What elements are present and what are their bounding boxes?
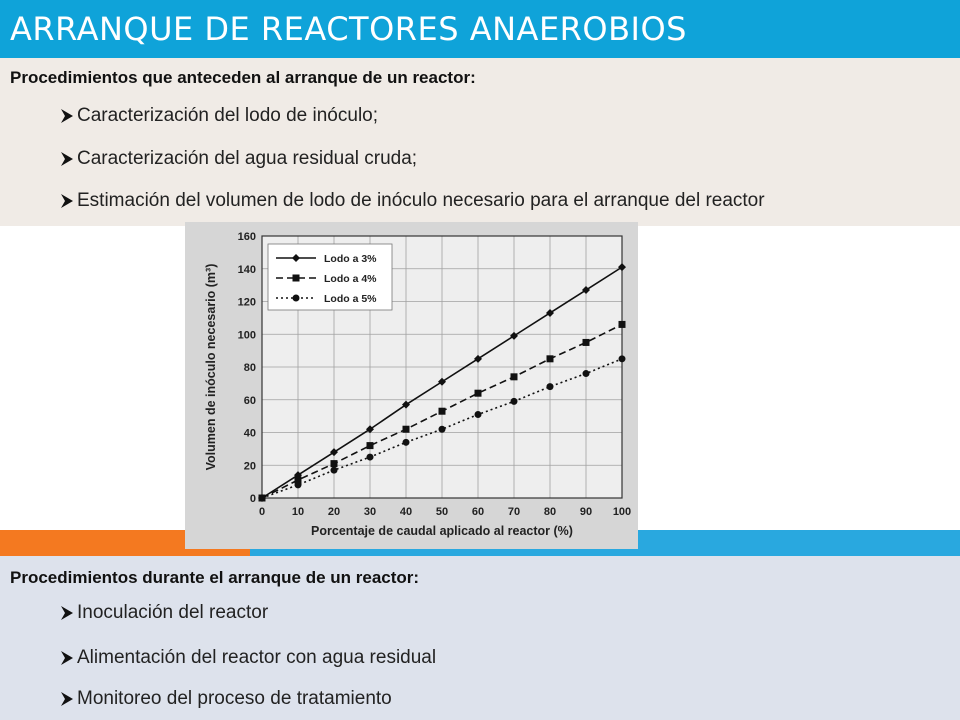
- title-bar: [0, 0, 960, 58]
- data-point-marker: [403, 439, 410, 446]
- legend-entry-label: Lodo a 4%: [324, 273, 377, 285]
- bullet-label: Caracterización del lodo de inóculo;: [77, 105, 379, 126]
- x-tick-label: 0: [258, 506, 266, 518]
- data-point-marker: [367, 442, 374, 449]
- bullet-item: [60, 190, 765, 212]
- arrow-bullet-icon: [60, 151, 74, 167]
- data-point-marker: [367, 454, 374, 461]
- slide-title: ARRANQUE DE REACTORES ANAEROBIOS: [10, 10, 687, 48]
- y-tick-label: 80: [243, 362, 256, 374]
- data-point-marker: [547, 355, 554, 362]
- data-point-marker: [439, 426, 446, 433]
- arrow-bullet-icon: [60, 691, 74, 707]
- data-point-marker: [583, 370, 590, 377]
- x-tick-label: 80: [543, 506, 557, 518]
- bullet-item: [60, 105, 378, 127]
- bullet-label: Monitoreo del proceso de tratamiento: [77, 688, 392, 709]
- preconditions-heading: Procedimientos que anteceden al arranque de un reactor:: [10, 68, 476, 87]
- y-tick-label: 20: [243, 460, 256, 473]
- data-point-marker: [583, 339, 590, 346]
- arrow-bullet-icon: [60, 650, 74, 666]
- legend-entry-label: Lodo a 3%: [324, 253, 377, 265]
- y-tick-label: 160: [237, 231, 256, 243]
- y-tick-label: 60: [243, 394, 256, 407]
- data-point-marker: [619, 355, 626, 362]
- x-tick-label: 60: [471, 506, 485, 518]
- y-tick-label: 40: [243, 427, 256, 440]
- data-point-marker: [295, 481, 302, 488]
- x-tick-label: 30: [363, 506, 377, 518]
- data-point-marker: [331, 460, 338, 467]
- x-tick-label: 40: [399, 506, 413, 518]
- data-point-marker: [259, 495, 266, 502]
- y-tick-label: 140: [237, 263, 256, 276]
- data-point-marker: [511, 398, 518, 405]
- inoculum-volume-chart: [185, 222, 638, 549]
- y-axis-title: Volumen de inóculo necesario (m³): [204, 263, 218, 471]
- data-point-marker: [547, 383, 554, 390]
- data-point-marker: [475, 411, 482, 418]
- y-tick-label: 100: [237, 329, 256, 342]
- y-tick-label: 0: [249, 493, 256, 505]
- bullet-label: Estimación del volumen de lodo de inóculo necesario para el arranque del reactor: [77, 190, 765, 211]
- x-tick-label: 100: [612, 506, 632, 518]
- data-point-marker: [293, 275, 300, 282]
- x-axis-title: Porcentaje de caudal aplicado al reactor (%): [311, 524, 573, 538]
- bullet-item: [60, 148, 417, 170]
- bullet-label: Inoculación del reactor: [77, 602, 269, 623]
- chart-svg: [185, 222, 638, 549]
- bullet-item: [60, 602, 268, 624]
- y-tick-label: 120: [237, 296, 256, 309]
- x-tick-label: 20: [327, 506, 341, 518]
- data-point-marker: [403, 426, 410, 433]
- bullet-item: [60, 688, 392, 710]
- bullet-label: Alimentación del reactor con agua residual: [77, 647, 437, 668]
- x-tick-label: 90: [579, 506, 593, 518]
- data-point-marker: [619, 321, 626, 328]
- chart-legend: [268, 244, 392, 310]
- bullet-label: Caracterización del agua residual cruda;: [77, 148, 418, 169]
- data-point-marker: [475, 390, 482, 397]
- arrow-bullet-icon: [60, 108, 74, 124]
- legend-entry-label: Lodo a 5%: [324, 293, 377, 305]
- bullet-item: [60, 647, 436, 669]
- data-point-marker: [439, 408, 446, 415]
- arrow-bullet-icon: [60, 193, 74, 209]
- x-tick-label: 10: [291, 506, 305, 518]
- data-point-marker: [511, 373, 518, 380]
- arrow-bullet-icon: [60, 605, 74, 621]
- data-point-marker: [331, 467, 338, 474]
- x-tick-label: 70: [507, 506, 521, 518]
- x-tick-label: 50: [435, 506, 449, 518]
- data-point-marker: [293, 295, 300, 302]
- startup-heading: Procedimientos durante el arranque de un reactor:: [10, 568, 420, 587]
